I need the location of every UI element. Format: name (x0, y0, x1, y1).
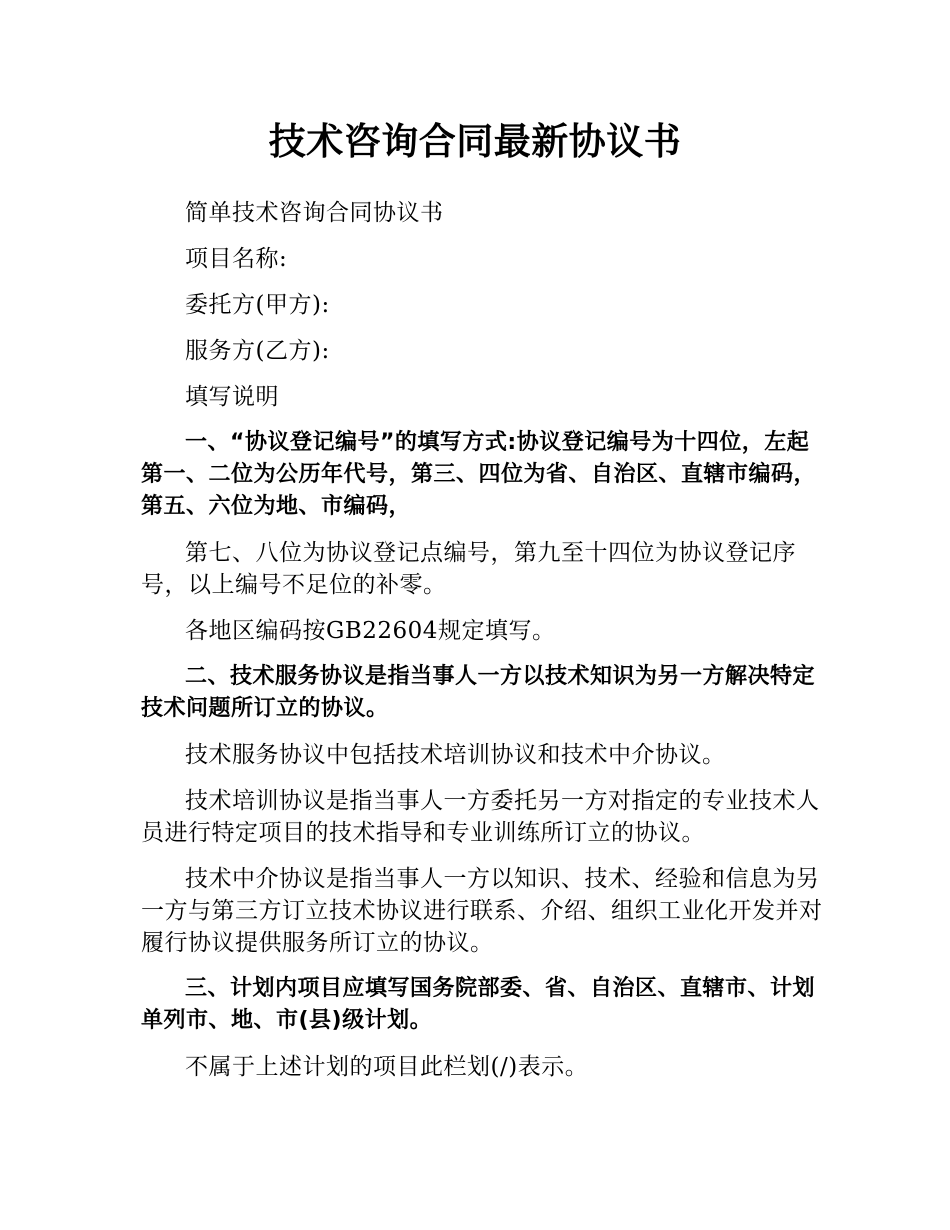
document-body (141, 197, 831, 1097)
paragraph-not-in-plan: 不属于上述计划的项目此栏划(/)表示。 (185, 1054, 589, 1080)
paragraph-subtitle: 简单技术咨询合同协议书 (185, 200, 444, 226)
paragraph-section-1-heading: 一、“协议登记编号”的填写方式:协议登记编号为十四位，左起第一、二位为公历年代号，第三、四位为省、自治区、直辖市编码，第五、六位为地、市编码， (141, 430, 817, 519)
paragraph-intermediary-agreement: 技术中介协议是指当事人一方以知识、技术、经验和信息为另一方与第三方订立技术协议进行联系、介绍、组织工业化开发并对履行协议提供服务所订立的协议。 (141, 866, 823, 956)
paragraph-service-provider: 服务方(乙方): (185, 338, 330, 364)
paragraph-region-code: 各地区编码按GB22604规定填写。 (185, 618, 556, 644)
paragraph-section-3-heading: 三、计划内项目应填写国务院部委、省、自治区、直辖市、计划单列市、地、市(县)级计划。 (141, 976, 816, 1033)
paragraph-service-types: 技术服务协议中包括技术培训协议和技术中介协议。 (185, 742, 726, 768)
paragraph-training-agreement: 技术培训协议是指当事人一方委托另一方对指定的专业技术人员进行特定项目的技术指导和专业训练所订立的协议。 (141, 788, 820, 846)
paragraph-project-name: 项目名称: (185, 246, 288, 272)
paragraph-client: 委托方(甲方): (185, 292, 330, 318)
paragraph-section-2-heading: 二、技术服务协议是指当事人一方以技术知识为另一方解决特定技术问题所订立的协议。 (141, 664, 816, 721)
paragraph-section-1-detail: 第七、八位为协议登记点编号，第九至十四位为协议登记序号，以上编号不足位的补零。 (141, 540, 796, 598)
document-title: 技术咨询合同最新协议书 (268, 120, 682, 163)
paragraph-instructions-heading: 填写说明 (185, 384, 279, 410)
